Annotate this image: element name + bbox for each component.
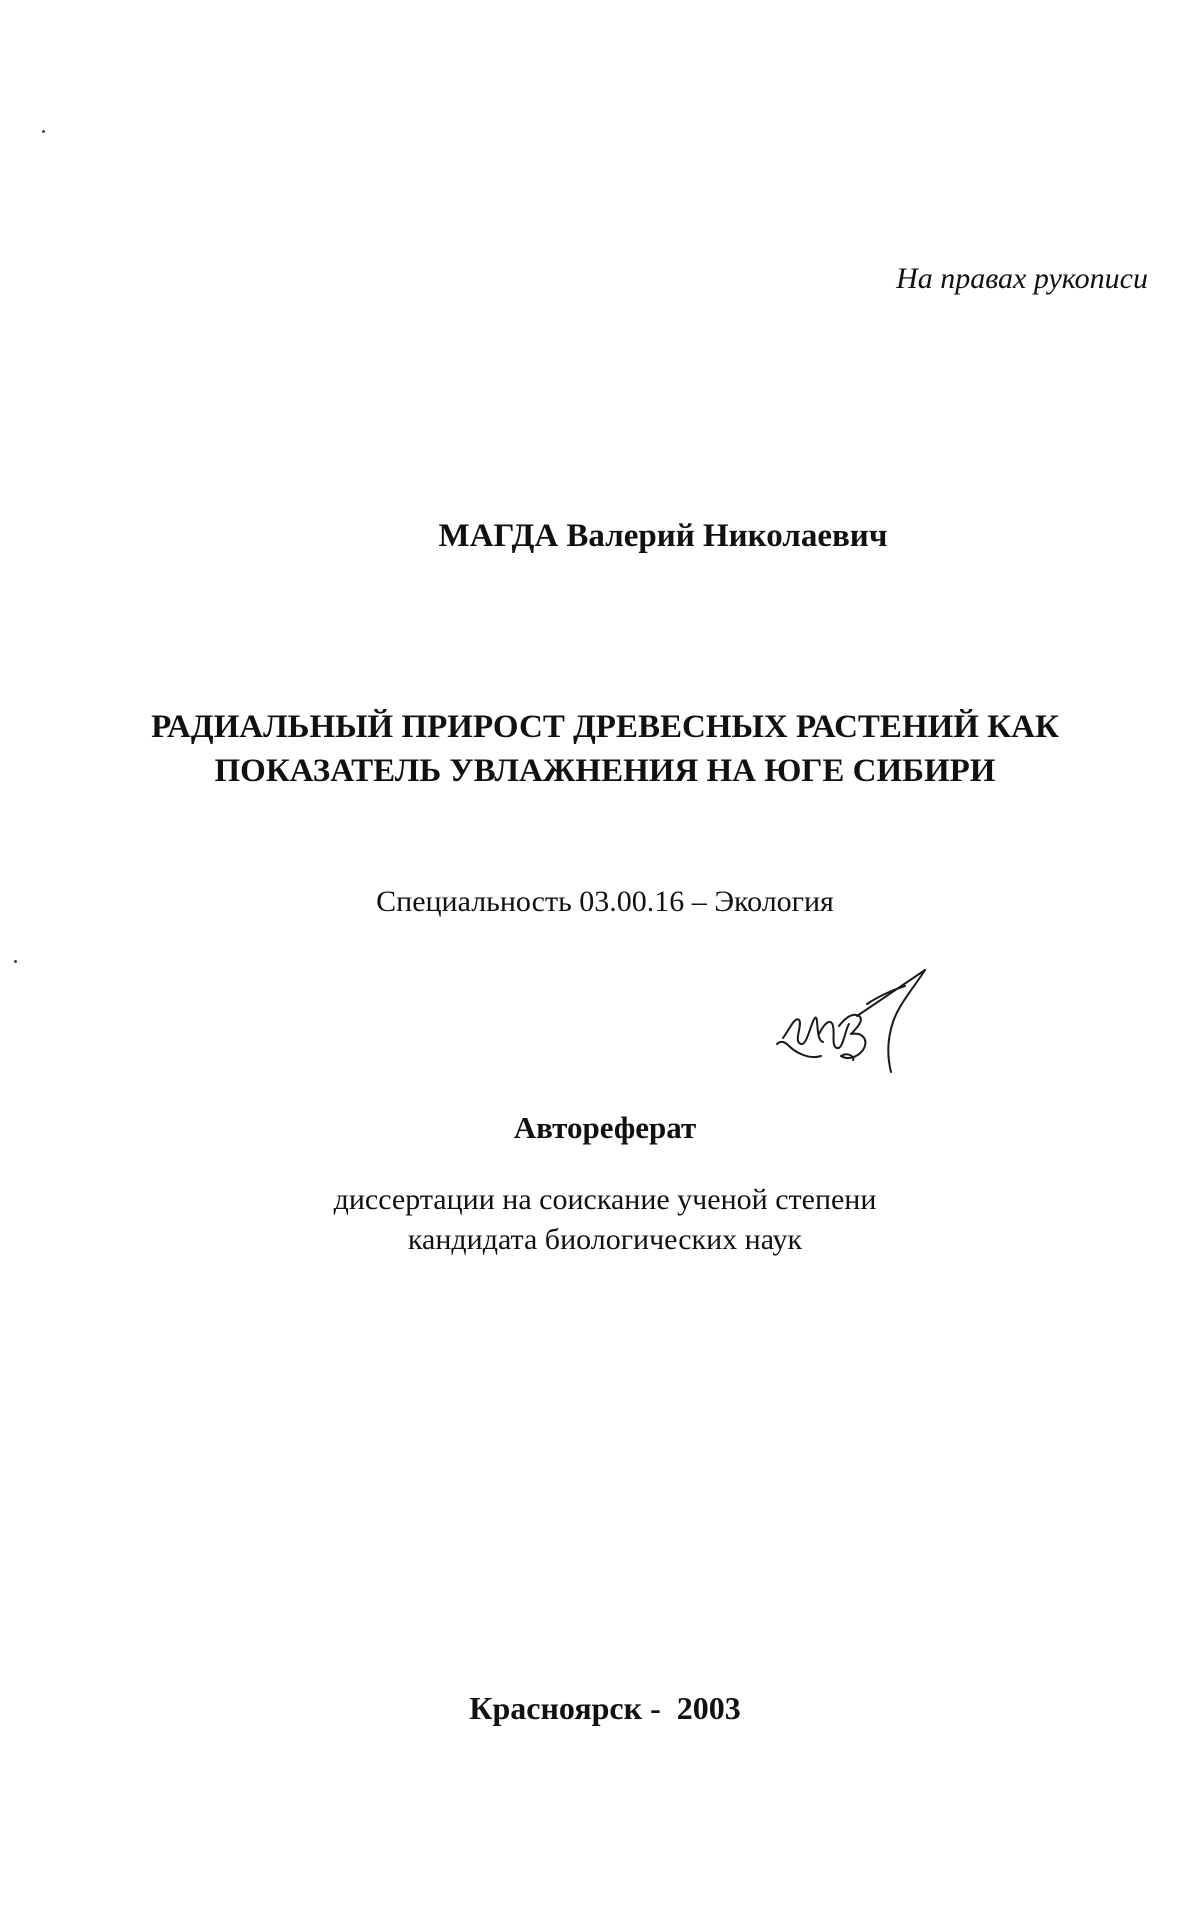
degree-line: кандидата биологических наук	[407, 1223, 803, 1256]
handwritten-signature-icon	[775, 960, 950, 1080]
specialty: Специальность 03.00.16 – Экология	[376, 885, 834, 918]
title-line: ПОКАЗАТЕЛЬ УВЛАЖНЕНИЯ НА ЮГЕ СИБИРИ	[214, 753, 996, 789]
degree-description	[0, 1180, 1200, 1260]
place-year: Красноярск - 2003	[469, 1690, 741, 1726]
manuscript-note: На правах рукописи	[896, 262, 1148, 295]
title-line: РАДИАЛЬНЫЙ ПРИРОСТ ДРЕВЕСНЫХ РАСТЕНИЙ КАК	[151, 709, 1059, 745]
scan-speck	[42, 130, 45, 133]
author-name: МАГДА Валерий Николаевич	[438, 518, 888, 554]
dissertation-title	[0, 705, 1200, 793]
degree-line: диссертации на соискание ученой степени	[333, 1183, 877, 1216]
scan-speck	[14, 960, 17, 963]
abstract-label: Автореферат	[513, 1110, 697, 1145]
